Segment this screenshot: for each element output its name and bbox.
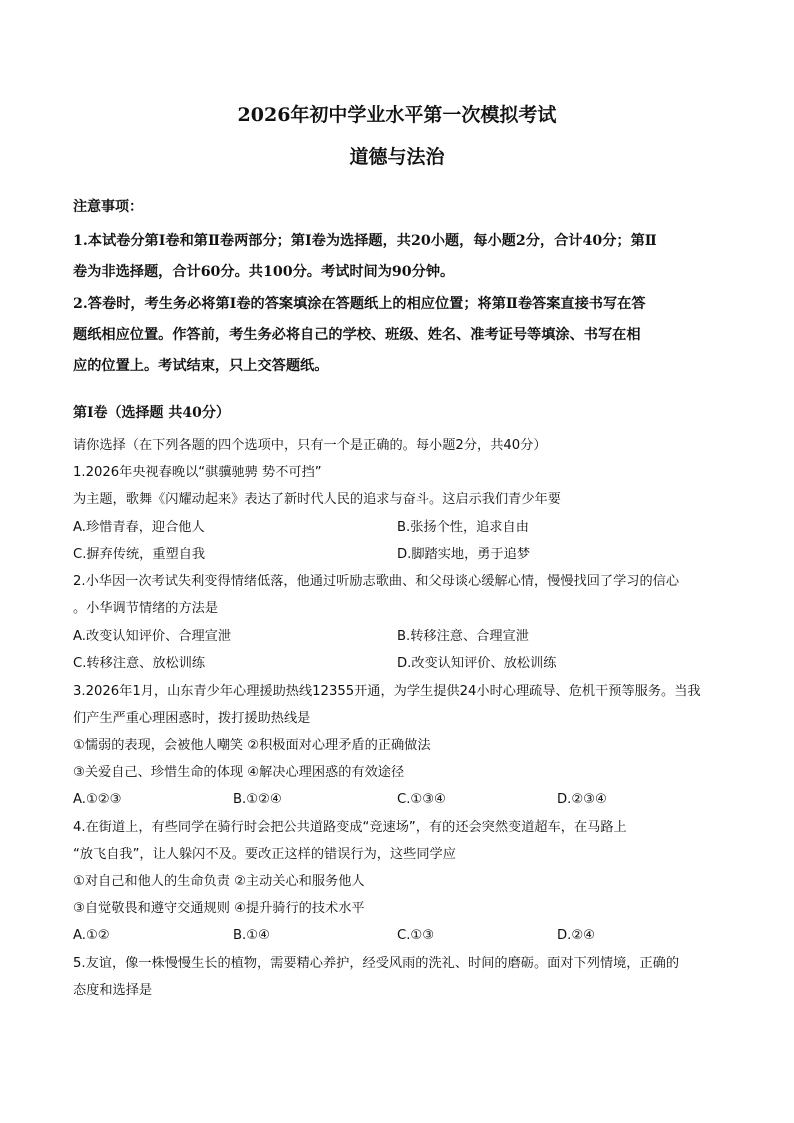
section-heading: 第Ⅰ卷（选择题 共40分）	[73, 405, 230, 421]
question-3-stem: 3.2026年1月，山东青少年心理援助热线12355开通，为学生提供24小时心理疏导、危机干预等服务。当我	[73, 684, 701, 699]
question-1-stem: 1.2026年央视春晚以“骐骥驰骋 势不可挡”	[73, 465, 322, 480]
question-1-option-d: D.脚踏实地，勇于追梦	[397, 547, 531, 562]
question-2-stem: 2.小华因一次考试失利变得情绪低落，他通过听励志歌曲、和父母谈心缓解心情，慢慢找回了学习的信心	[73, 574, 680, 589]
question-4-statement: ①对自己和他人的生命负责 ②主动关心和服务他人	[73, 874, 365, 889]
question-3-statement: ③关爱自己、珍惜生命的体现 ④解决心理困惑的有效途径	[73, 765, 405, 780]
question-3-option-a: A.①②③	[73, 792, 122, 807]
question-4-option-d: D.②④	[557, 928, 595, 943]
question-5-stem: 态度和选择是	[73, 983, 153, 998]
question-4-option-b: B.①④	[233, 928, 270, 943]
question-2-option-d: D.改变认知评价、放松训练	[397, 656, 557, 671]
question-4-stem: 4.在街道上，有些同学在骑行时会把公共道路变成“竞速场”，有的还会突然变道超车，在马路上	[73, 820, 627, 835]
question-3-stem: 们产生严重心理困惑时，拨打援助热线是	[73, 711, 311, 726]
question-4-stem: “放飞自我”，让人躲闪不及。要改正这样的错误行为，这些同学应	[73, 847, 456, 862]
question-4-option-a: A.①②	[73, 928, 110, 943]
question-5-stem: 5.友谊，像一株慢慢生长的植物，需要精心养护，经受风雨的洗礼、时间的磨砺。面对下列情境，正确的	[73, 956, 680, 971]
notice-line: 题纸相应位置。作答前，考生务必将自己的学校、班级、姓名、准考证号等填涂、书写在相	[73, 327, 641, 343]
question-3-statement: ①懦弱的表现，会被他人嘲笑 ②积极面对心理矛盾的正确做法	[73, 738, 431, 753]
question-1-option-b: B.张扬个性，追求自由	[397, 520, 529, 535]
question-1-stem: 为主题，歌舞《闪耀动起来》表达了新时代人民的追求与奋斗。这启示我们青少年要	[73, 492, 561, 507]
subject-title: 道德与法治	[349, 146, 445, 168]
notice-line: 应的位置上。考试结束，只上交答题纸。	[73, 358, 329, 374]
question-2-option-b: B.转移注意、合理宣泄	[397, 629, 529, 644]
question-2-option-c: C.转移注意、放松训练	[73, 656, 206, 671]
notice-line: 2.答卷时，考生务必将第Ⅰ卷的答案填涂在答题纸上的相应位置；将第Ⅱ卷答案直接书写在答	[73, 296, 646, 312]
notice-line: 1.本试卷分第Ⅰ卷和第Ⅱ卷两部分；第Ⅰ卷为选择题，共20小题，每小题2分，合计40分；第Ⅱ	[73, 233, 657, 249]
question-2-option-a: A.改变认知评价、合理宣泄	[73, 629, 232, 644]
question-2-stem: 。小华调节情绪的方法是	[73, 601, 219, 616]
question-3-option-c: C.①③④	[397, 792, 446, 807]
question-3-option-b: B.①②④	[233, 792, 282, 807]
section-instruction: 请你选择（在下列各题的四个选项中，只有一个是正确的。每小题2分，共40分）	[73, 438, 547, 453]
notice-heading: 注意事项：	[73, 199, 143, 215]
exam-title: 2026年初中学业水平第一次模拟考试	[237, 104, 557, 126]
question-1-option-c: C.摒弃传统，重塑自我	[73, 547, 206, 562]
question-4-statement: ③自觉敬畏和遵守交通规则 ④提升骑行的技术水平	[73, 901, 365, 916]
question-1-option-a: A.珍惜青春，迎合他人	[73, 520, 205, 535]
notice-line: 卷为非选择题，合计60分。共100分。考试时间为90分钟。	[73, 264, 455, 280]
question-3-option-d: D.②③④	[557, 792, 607, 807]
question-4-option-c: C.①③	[397, 928, 435, 943]
